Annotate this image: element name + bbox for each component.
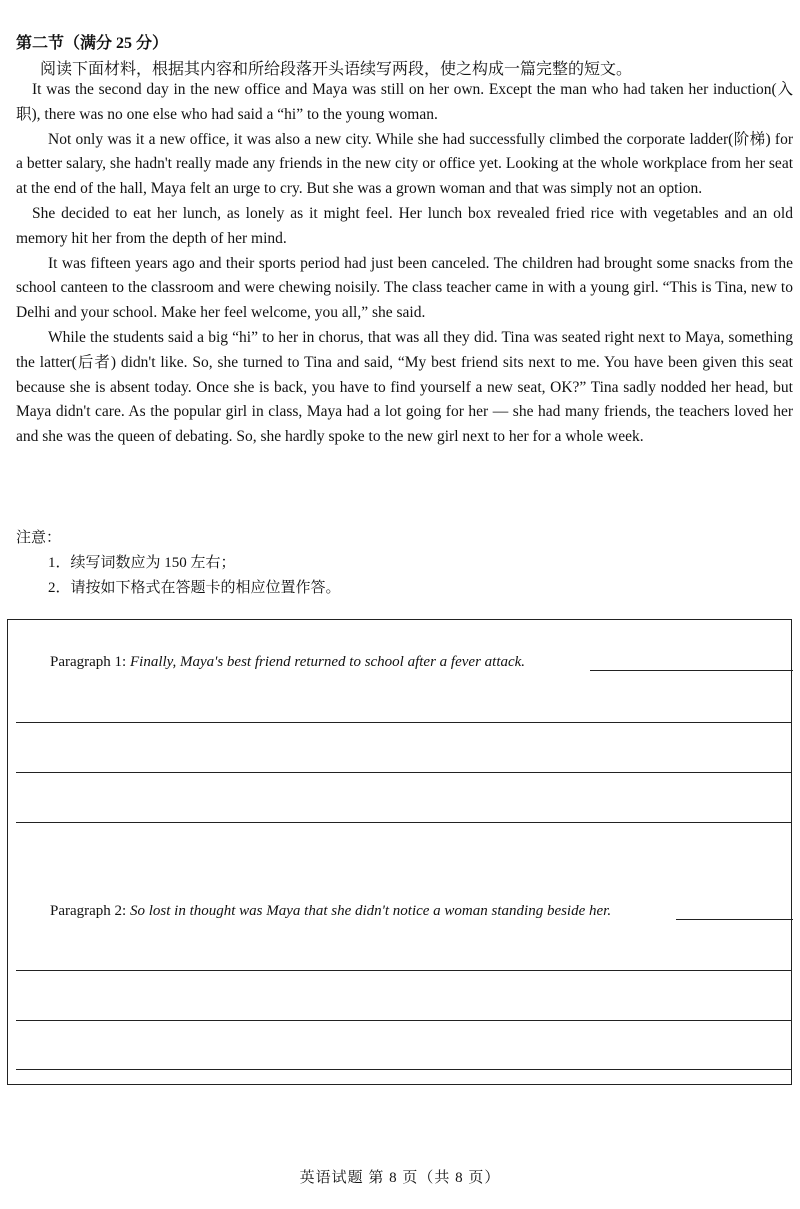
paragraph1-label: Paragraph 1: bbox=[50, 654, 130, 670]
paragraph1-write-line-2[interactable] bbox=[16, 772, 791, 773]
answer-box bbox=[7, 619, 792, 1085]
passage-paragraph-2: Not only was it a new office, it was also a new city. While she had successfully climbed the corporate ladder(阶梯) for a better salary, she hadn't really made any friends in the new city or office yet. Looking at the whole workplace from her seat at the end of the hall, Maya felt an urge to cry. But she was a grown woman and that was simply not an option. bbox=[16, 130, 793, 198]
notes-section bbox=[16, 527, 341, 601]
paragraph1-write-line-1[interactable] bbox=[16, 722, 791, 723]
passage-paragraph-4: It was fifteen years ago and their sports period had just been canceled. The children had brought some snacks from the school canteen to the classroom and were chewing noisily. The class teacher came in with a young girl. “This is Tina, new to Delhi and your school. Make her feel welcome, you all,” she said. bbox=[16, 254, 793, 322]
paragraph2-opening: So lost in thought was Maya that she didn't notice a woman standing beside her. bbox=[129, 903, 612, 919]
paragraph1-fill-line[interactable] bbox=[590, 670, 793, 671]
paragraph1-opening: Finally, Maya's best friend returned to school after a fever attack. bbox=[129, 654, 526, 670]
notes-item-word-count: 1．续写词数应为 150 左右； bbox=[48, 555, 236, 571]
passage-paragraph-5: While the students said a big “hi” to her in chorus, that was all they did. Tina was seated right next to Maya, something the latter(后者) didn't like. So, she turned to Tina and said, “My best friend sits next to me. You have been given this seat because she is absent today. Once she is back, you have to find yourself a new seat, OK?” Tina sadly nodded her head, but Maya didn't care. As the popular girl in class, Maya had a lot going for her — she had many friends, the teachers loved her and she was the queen of debating. So, she hardly spoke to the new girl next to her for a whole week. bbox=[16, 328, 793, 446]
notes-list bbox=[16, 551, 341, 601]
paragraph2-write-line-2[interactable] bbox=[16, 1020, 791, 1021]
page-footer: 英语试题 第 8 页（共 8 页） bbox=[299, 1170, 501, 1186]
paragraph1-prompt bbox=[50, 654, 525, 671]
paragraph2-write-line-3[interactable] bbox=[16, 1069, 791, 1070]
section-title: 第二节（满分 25 分） bbox=[16, 35, 169, 52]
paragraph2-label: Paragraph 2: bbox=[50, 903, 130, 919]
notes-item-format: 2．请按如下格式在答题卡的相应位置作答。 bbox=[48, 580, 341, 596]
passage-paragraph-3: She decided to eat her lunch, as lonely as it might feel. Her lunch box revealed fried rice with vegetables and an old memory hit her from the depth of her mind. bbox=[16, 204, 793, 247]
paragraph1-write-line-3[interactable] bbox=[16, 822, 791, 823]
paragraph2-prompt bbox=[50, 903, 611, 920]
paragraph2-write-line-1[interactable] bbox=[16, 970, 791, 971]
paragraph2-fill-line[interactable] bbox=[676, 919, 793, 920]
passage-paragraph-1: It was the second day in the new office and Maya was still on her own. Except the man who had taken her induction(入职), there was no one else who had said a “hi” to the young woman. bbox=[16, 81, 793, 123]
reading-passage bbox=[16, 78, 793, 450]
task-instruction: 阅读下面材料，根据其内容和所给段落开头语续写两段，使之构成一篇完整的短文。 bbox=[40, 61, 633, 78]
notes-label: 注意： bbox=[16, 530, 62, 546]
